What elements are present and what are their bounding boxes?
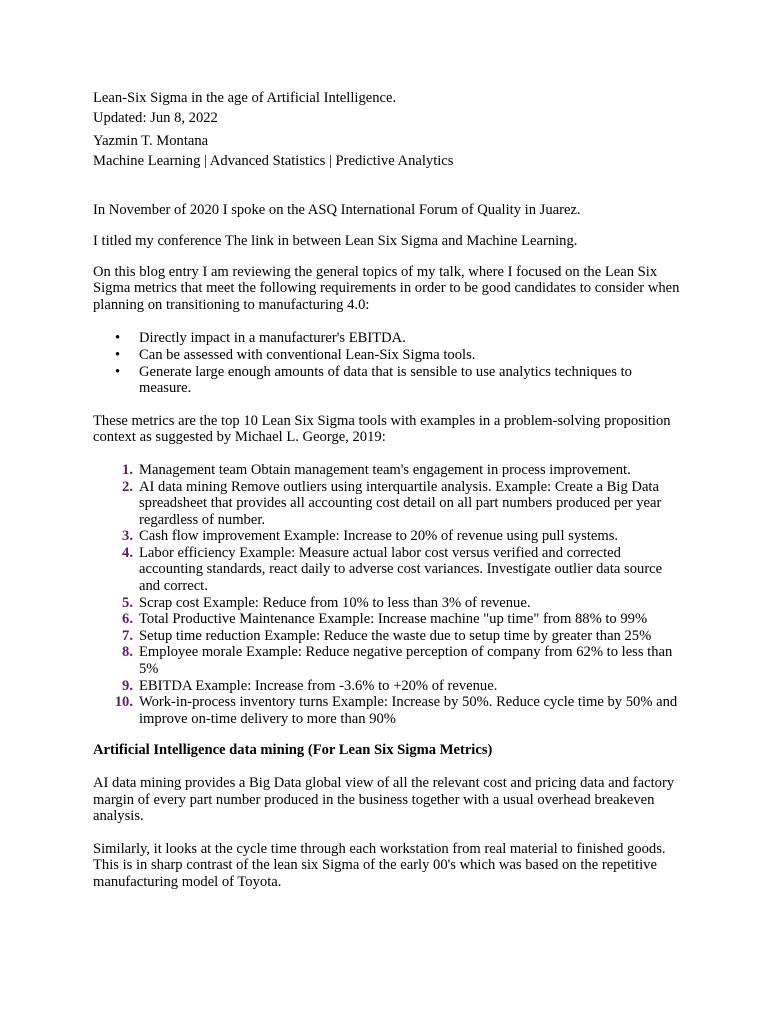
list-item <box>122 627 683 645</box>
list-item <box>122 528 683 545</box>
section-paragraph-1: AI data mining provides a Big Data global view of all the relevant cost and pricing data and factory margin of every part number produced in the business together with a usual overhead breakeven analysis. <box>93 775 675 825</box>
list-item-text: Labor efficiency Example: Measure actual labor cost versus verified and corrected accounting standards, react daily to adverse cost variances. Investigate outlier data source and correct. <box>139 544 663 595</box>
list-item-text: Cash flow improvement Example: Increase to 20% of revenue using pull systems. <box>139 528 619 545</box>
list-item-text: EBITDA Example: Increase from -3.6% to +20% of revenue. <box>139 677 498 694</box>
section-paragraph-2: Similarly, it looks at the cycle time through each workstation from real material to finished goods. This is in sharp contrast of the lean six Sigma of the early 00's which was based on the repetitive manufacturing model of Toyota. <box>93 840 666 890</box>
author-tagline: Machine Learning | Advanced Statistics | Predictive Analytics <box>93 152 454 169</box>
list-item-text: Setup time reduction Example: Reduce the waste due to setup time by greater than 25% <box>139 627 652 644</box>
tools-list <box>93 462 683 728</box>
list-number: 2. <box>122 478 133 495</box>
list-item <box>114 694 683 727</box>
list-item-text: AI data mining Remove outliers using interquartile analysis. Example: Create a Big Data spreadsheet that provides all accounting cost detail on all part numbers produced per year regardless of number. <box>139 478 662 528</box>
list-number: 8. <box>122 644 133 661</box>
list-number: 5. <box>122 594 133 611</box>
list-item <box>122 544 683 595</box>
list-number: 4. <box>122 544 133 561</box>
list-number: 6. <box>122 611 133 628</box>
list-number: 7. <box>122 627 133 644</box>
intro-paragraph-1: In November of 2020 I spoke on the ASQ International Forum of Quality in Juarez. <box>93 202 581 219</box>
list-item-text: Management team Obtain management team's engagement in process improvement. <box>139 461 631 478</box>
list-item: • Directly impact in a manufacturer's EBITDA. <box>139 330 683 347</box>
section-heading: Artificial Intelligence data mining (For Lean Six Sigma Metrics) <box>93 742 493 759</box>
list-number: 9. <box>122 677 133 694</box>
list-item <box>122 644 683 678</box>
list-item <box>122 677 683 695</box>
list-item-text: Scrap cost Example: Reduce from 10% to less than 3% of revenue. <box>139 594 531 611</box>
requirements-list <box>93 330 683 396</box>
updated-date: Updated: Jun 8, 2022 <box>93 109 218 126</box>
list-item <box>122 594 683 612</box>
list-item-text: Work-in-process inventory turns Example: Increase by 50%. Reduce cycle time by 50% and improve on-time delivery to more than 90% <box>139 694 678 727</box>
tools-intro-paragraph: These metrics are the top 10 Lean Six Sigma tools with examples in a problem-solving proposition context as suggested by Michael L. George, 2019: <box>93 412 671 446</box>
list-number: 10. <box>114 694 133 711</box>
intro-paragraph-2: I titled my conference The link in between Lean Six Sigma and Machine Learning. <box>93 232 578 249</box>
list-number: 3. <box>122 528 133 545</box>
list-item <box>122 478 683 529</box>
list-item-text: Employee morale Example: Reduce negative perception of company from 62% to less than 5% <box>139 644 673 678</box>
list-item-text: Total Productive Maintenance Example: Increase machine "up time" from 88% to 99% <box>139 611 648 628</box>
list-number: 1. <box>122 461 133 478</box>
list-item: • Generate large enough amounts of data that is sensible to use analytics techniques to measure. <box>139 364 683 397</box>
list-item: • Can be assessed with conventional Lean-Six Sigma tools. <box>139 347 683 364</box>
document-title: Lean-Six Sigma in the age of Artificial Intelligence. <box>93 90 397 106</box>
author-name: Yazmin T. Montana <box>93 133 209 150</box>
list-item <box>122 461 683 479</box>
document-page <box>93 90 683 891</box>
list-item <box>122 611 683 628</box>
intro-paragraph-3: On this blog entry I am reviewing the general topics of my talk, where I focused on the Lean Six Sigma metrics that meet the following requirements in order to be good candidates to consider when planning on transitioning to manufacturing 4.0: <box>93 263 680 313</box>
